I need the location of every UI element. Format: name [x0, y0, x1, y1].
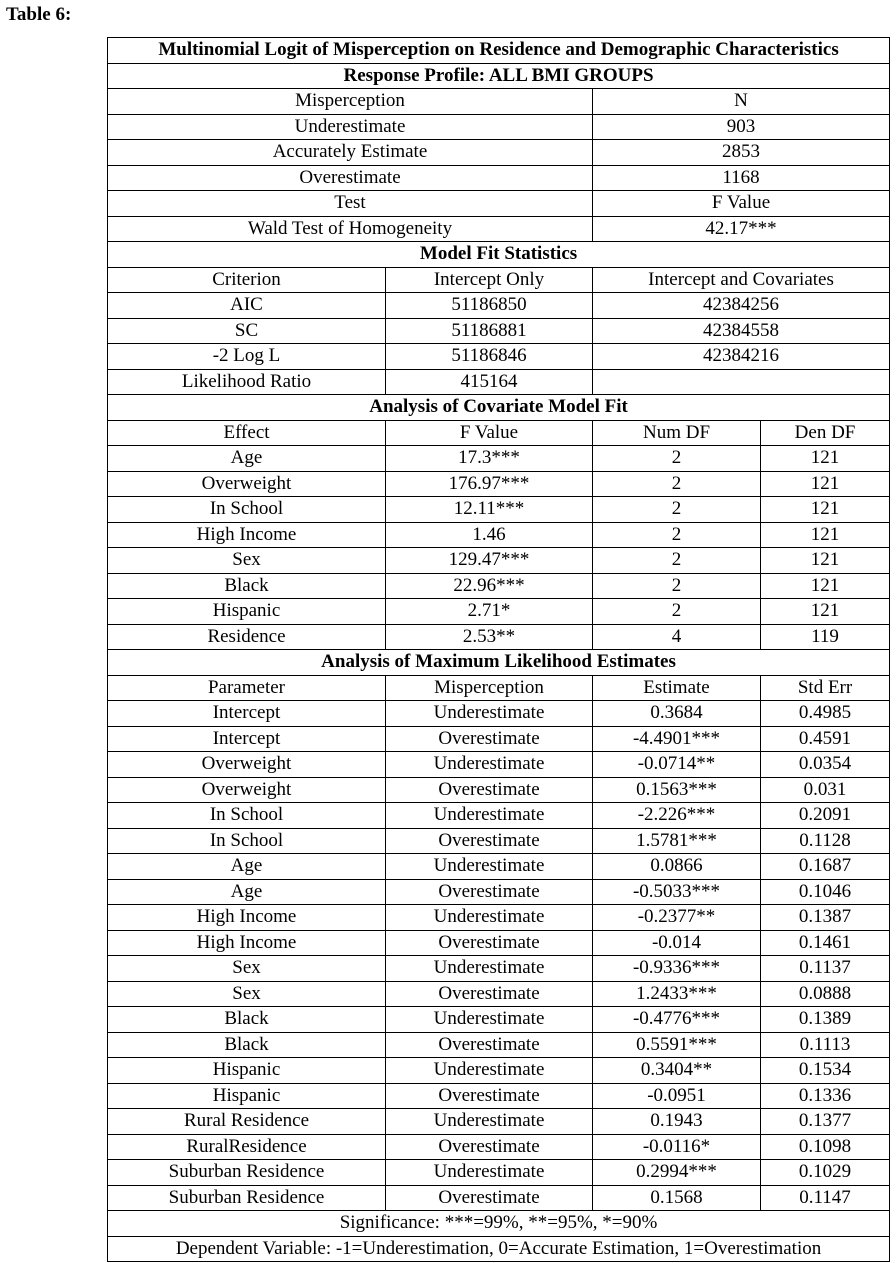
- covariate-fit-header: Analysis of Covariate Model Fit: [108, 395, 890, 421]
- table-cell: 121: [761, 446, 890, 472]
- mle-row: [108, 726, 890, 752]
- table-cell: Hispanic: [108, 1058, 386, 1084]
- test-col-header: [108, 191, 890, 217]
- table-cell: 0.1389: [761, 1007, 890, 1033]
- table-cell: 42.17***: [593, 216, 890, 242]
- column-header: F Value: [593, 191, 890, 217]
- column-header: Effect: [108, 420, 386, 446]
- response-profile-header: Response Profile: ALL BMI GROUPS: [108, 63, 890, 89]
- table-cell: 0.1336: [761, 1083, 890, 1109]
- column-header: F Value: [386, 420, 593, 446]
- table-cell: 121: [761, 599, 890, 625]
- table-cell: Overestimate: [386, 930, 593, 956]
- table-cell: 121: [761, 497, 890, 523]
- table-cell: Overestimate: [108, 165, 593, 191]
- table-cell: Overweight: [108, 471, 386, 497]
- column-header: Std Err: [761, 675, 890, 701]
- column-header: Misperception: [108, 89, 593, 115]
- mle-row: [108, 1134, 890, 1160]
- mle-row: [108, 981, 890, 1007]
- table-cell: Hispanic: [108, 599, 386, 625]
- table-number-label: Table 6:: [6, 4, 72, 25]
- mle-row: [108, 1058, 890, 1084]
- table-cell: 2.53**: [386, 624, 593, 650]
- table-cell: Underestimate: [386, 1007, 593, 1033]
- table-cell: SC: [108, 318, 386, 344]
- table-cell: In School: [108, 828, 386, 854]
- table-cell: Underestimate: [386, 701, 593, 727]
- column-header: N: [593, 89, 890, 115]
- model-fit-col-header: [108, 267, 890, 293]
- table-cell: Sex: [108, 981, 386, 1007]
- table-cell: Residence: [108, 624, 386, 650]
- covariate-fit-row: [108, 522, 890, 548]
- model-fit-row: [108, 369, 890, 395]
- table-cell: Underestimate: [386, 854, 593, 880]
- column-header: Criterion: [108, 267, 386, 293]
- column-header: Estimate: [593, 675, 761, 701]
- table-cell: Hispanic: [108, 1083, 386, 1109]
- table-cell: 0.1029: [761, 1160, 890, 1186]
- table-cell: Underestimate: [386, 956, 593, 982]
- table-cell: 0.1943: [593, 1109, 761, 1135]
- covariate-fit-row: [108, 548, 890, 574]
- table-cell: 0.0866: [593, 854, 761, 880]
- table-cell: Intercept: [108, 701, 386, 727]
- table-cell: 42384216: [593, 344, 890, 370]
- table-cell: Wald Test of Homogeneity: [108, 216, 593, 242]
- table-cell: Likelihood Ratio: [108, 369, 386, 395]
- table-cell: 17.3***: [386, 446, 593, 472]
- table-cell: 0.1113: [761, 1032, 890, 1058]
- table-cell: -0.0714**: [593, 752, 761, 778]
- table-cell: Overestimate: [386, 1032, 593, 1058]
- section-header-row: [108, 242, 890, 268]
- covariate-fit-row: [108, 471, 890, 497]
- mle-row: [108, 828, 890, 854]
- table-cell: 0.1534: [761, 1058, 890, 1084]
- table-cell: High Income: [108, 930, 386, 956]
- table-cell: 1.2433***: [593, 981, 761, 1007]
- response-profile-row: [108, 140, 890, 166]
- model-fit-row: [108, 318, 890, 344]
- table-cell: 51186850: [386, 293, 593, 319]
- table-cell: -0.0951: [593, 1083, 761, 1109]
- table-cell: Underestimate: [108, 114, 593, 140]
- table-cell: Suburban Residence: [108, 1185, 386, 1211]
- table-cell: Overestimate: [386, 1134, 593, 1160]
- significance-note: Significance: ***=99%, **=95%, *=90%: [108, 1211, 890, 1237]
- table-title: Multinomial Logit of Misperception on Residence and Demographic Characteristics: [108, 38, 890, 64]
- table-cell: 2: [593, 446, 761, 472]
- mle-header: Analysis of Maximum Likelihood Estimates: [108, 650, 890, 676]
- table-cell: Underestimate: [386, 1160, 593, 1186]
- mle-row: [108, 1032, 890, 1058]
- table-cell: Sex: [108, 548, 386, 574]
- table-cell: Black: [108, 573, 386, 599]
- table-cell: High Income: [108, 905, 386, 931]
- table-cell: 121: [761, 522, 890, 548]
- table-cell: 2: [593, 522, 761, 548]
- mle-row: [108, 1007, 890, 1033]
- table-cell: 0.3684: [593, 701, 761, 727]
- table-cell: 0.1563***: [593, 777, 761, 803]
- table-cell: 1.46: [386, 522, 593, 548]
- table-cell: 4: [593, 624, 761, 650]
- table-cell: Black: [108, 1032, 386, 1058]
- table-cell: 1.5781***: [593, 828, 761, 854]
- table-cell: 119: [761, 624, 890, 650]
- table-cell: 176.97***: [386, 471, 593, 497]
- model-fit-header: Model Fit Statistics: [108, 242, 890, 268]
- table-cell: 415164: [386, 369, 593, 395]
- table-cell: 0.2994***: [593, 1160, 761, 1186]
- mle-row: [108, 752, 890, 778]
- table-cell: 2853: [593, 140, 890, 166]
- table-cell: 0.1461: [761, 930, 890, 956]
- section-header-row: [108, 650, 890, 676]
- test-row: [108, 216, 890, 242]
- regression-results-table: [107, 37, 890, 1262]
- mle-row: [108, 803, 890, 829]
- title-row: [108, 38, 890, 64]
- table-cell: In School: [108, 803, 386, 829]
- footnote-row: [108, 1236, 890, 1262]
- covariate-fit-row: [108, 497, 890, 523]
- table-cell: 0.1137: [761, 956, 890, 982]
- table-cell: Age: [108, 446, 386, 472]
- table-cell: Overestimate: [386, 726, 593, 752]
- table-cell: 0.3404**: [593, 1058, 761, 1084]
- table-cell: -4.4901***: [593, 726, 761, 752]
- mle-row: [108, 1109, 890, 1135]
- table-cell: 51186846: [386, 344, 593, 370]
- table-cell: 0.1387: [761, 905, 890, 931]
- response-profile-row: [108, 165, 890, 191]
- mle-row: [108, 905, 890, 931]
- table-cell: Overweight: [108, 752, 386, 778]
- table-cell: Age: [108, 854, 386, 880]
- table-cell: 121: [761, 548, 890, 574]
- column-header: Num DF: [593, 420, 761, 446]
- table-cell: 0.4591: [761, 726, 890, 752]
- column-header: Intercept and Covariates: [593, 267, 890, 293]
- table-cell: Intercept: [108, 726, 386, 752]
- covariate-fit-row: [108, 624, 890, 650]
- table-cell: 0.2091: [761, 803, 890, 829]
- table-cell: -0.2377**: [593, 905, 761, 931]
- mle-col-header: [108, 675, 890, 701]
- table-cell: 0.0354: [761, 752, 890, 778]
- table-cell: Suburban Residence: [108, 1160, 386, 1186]
- mle-row: [108, 879, 890, 905]
- table-cell: 22.96***: [386, 573, 593, 599]
- mle-row: [108, 1160, 890, 1186]
- column-header: Intercept Only: [386, 267, 593, 293]
- mle-row: [108, 930, 890, 956]
- mle-row: [108, 1185, 890, 1211]
- section-header-row: [108, 395, 890, 421]
- table-cell: -0.5033***: [593, 879, 761, 905]
- table-cell: Overestimate: [386, 777, 593, 803]
- mle-row: [108, 956, 890, 982]
- mle-row: [108, 777, 890, 803]
- table-cell: 0.5591***: [593, 1032, 761, 1058]
- table-cell: 2: [593, 497, 761, 523]
- table-cell: 0.4985: [761, 701, 890, 727]
- table-cell: -0.4776***: [593, 1007, 761, 1033]
- table-cell: Sex: [108, 956, 386, 982]
- mle-row: [108, 1083, 890, 1109]
- table-cell: -2 Log L: [108, 344, 386, 370]
- table-cell: Overweight: [108, 777, 386, 803]
- table-cell: Age: [108, 879, 386, 905]
- column-header: Test: [108, 191, 593, 217]
- table-cell: 903: [593, 114, 890, 140]
- table-cell: Underestimate: [386, 752, 593, 778]
- table-cell: 0.1568: [593, 1185, 761, 1211]
- table-cell: 2: [593, 573, 761, 599]
- table-cell: 2: [593, 548, 761, 574]
- column-header: Den DF: [761, 420, 890, 446]
- covariate-fit-col-header: [108, 420, 890, 446]
- table-cell: 121: [761, 471, 890, 497]
- table-cell: Overestimate: [386, 1083, 593, 1109]
- table-cell: 2: [593, 471, 761, 497]
- table-cell: -2.226***: [593, 803, 761, 829]
- table-cell: RuralResidence: [108, 1134, 386, 1160]
- table-cell: In School: [108, 497, 386, 523]
- mle-row: [108, 701, 890, 727]
- mle-row: [108, 854, 890, 880]
- model-fit-row: [108, 293, 890, 319]
- table-cell: 121: [761, 573, 890, 599]
- table-cell: 12.11***: [386, 497, 593, 523]
- table-cell: 0.031: [761, 777, 890, 803]
- table-cell: 42384558: [593, 318, 890, 344]
- table-cell: Underestimate: [386, 905, 593, 931]
- table-cell: 42384256: [593, 293, 890, 319]
- table-cell: -0.014: [593, 930, 761, 956]
- response-profile-row: [108, 114, 890, 140]
- table-cell: -0.9336***: [593, 956, 761, 982]
- covariate-fit-row: [108, 446, 890, 472]
- table-cell: Overestimate: [386, 879, 593, 905]
- table-cell: Underestimate: [386, 803, 593, 829]
- table-cell: 0.1377: [761, 1109, 890, 1135]
- covariate-fit-row: [108, 573, 890, 599]
- footnote-row: [108, 1211, 890, 1237]
- table-cell: 2: [593, 599, 761, 625]
- section-header-row: [108, 63, 890, 89]
- table-cell: Accurately Estimate: [108, 140, 593, 166]
- table-cell: 0.1147: [761, 1185, 890, 1211]
- response-profile-col-header: [108, 89, 890, 115]
- table-cell: 0.1046: [761, 879, 890, 905]
- table-cell: 0.0888: [761, 981, 890, 1007]
- table-cell: -0.0116*: [593, 1134, 761, 1160]
- table-cell: 129.47***: [386, 548, 593, 574]
- table-cell: 2.71*: [386, 599, 593, 625]
- table-cell: Overestimate: [386, 1185, 593, 1211]
- table-cell: 0.1687: [761, 854, 890, 880]
- table-cell: 1168: [593, 165, 890, 191]
- column-header: Misperception: [386, 675, 593, 701]
- model-fit-row: [108, 344, 890, 370]
- table-cell: 0.1128: [761, 828, 890, 854]
- table-cell: Overestimate: [386, 828, 593, 854]
- table-cell: Rural Residence: [108, 1109, 386, 1135]
- table-cell: Underestimate: [386, 1058, 593, 1084]
- covariate-fit-row: [108, 599, 890, 625]
- table-cell: 0.1098: [761, 1134, 890, 1160]
- table-cell: Black: [108, 1007, 386, 1033]
- table-cell: Underestimate: [386, 1109, 593, 1135]
- column-header: Parameter: [108, 675, 386, 701]
- table-cell: High Income: [108, 522, 386, 548]
- table-cell: AIC: [108, 293, 386, 319]
- dependent-variable-note: Dependent Variable: -1=Underestimation, 0=Accurate Estimation, 1=Overestimation: [108, 1236, 890, 1262]
- table-cell: Overestimate: [386, 981, 593, 1007]
- table-cell: 51186881: [386, 318, 593, 344]
- table-cell: [593, 369, 890, 395]
